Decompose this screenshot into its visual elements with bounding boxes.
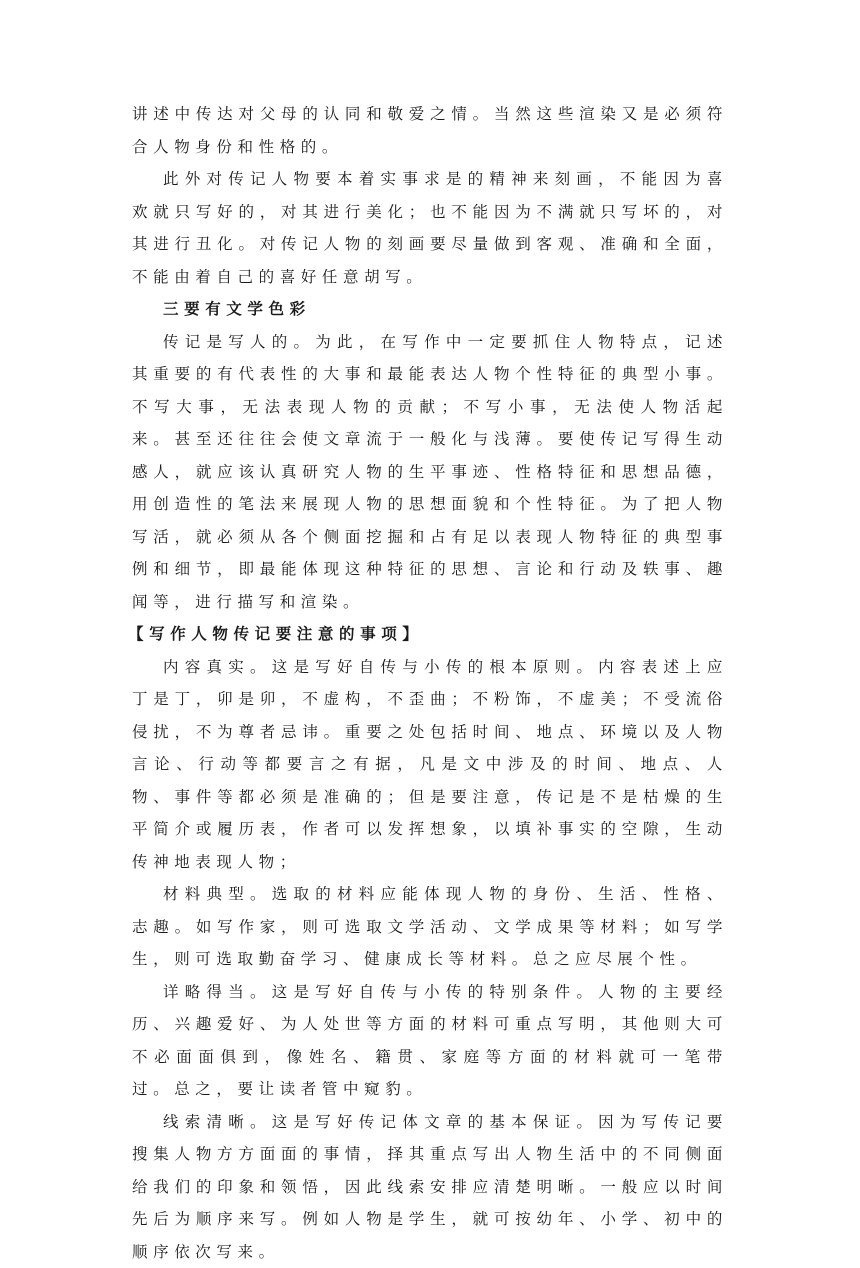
paragraph-typical-material: 材料典型。选取的材料应能体现人物的身份、生活、性格、志趣。如写作家，则可选取文学活动、文学成果等材料；如写学生，则可选取勤奋学习、健康成长等材料。总之应尽展个性。 <box>132 878 728 976</box>
paragraph-objectivity: 此外对传记人物要本着实事求是的精神来刻画，不能因为喜欢就只写好的，对其进行美化；也不能因为不满就只写坏的，对其进行丑化。对传记人物的刻画要尽量做到客观、准确和全面，不能由着自己的喜好任意胡写。 <box>132 163 728 293</box>
paragraph-content-truth: 内容真实。这是写好自传与小传的根本原则。内容表述上应丁是丁，卯是卯，不虚构，不歪曲；不粉饰，不虚美；不受流俗侵扰，不为尊者忌讳。重要之处包括时间、地点、环境以及人物言论、行动等都要言之有据，凡是文中涉及的时间、地点、人物、事件等都必须是准确的；但是要注意，传记是不是枯燥的生平简介或履历表，作者可以发挥想象，以填补事实的空隙，生动传神地表现人物； <box>132 651 728 879</box>
document-body <box>132 98 728 1268</box>
paragraph-clear-clues: 线索清晰。这是写好传记体文章的基本保证。因为写传记要搜集人物方方面面的事情，择其重点写出人物生活中的不同侧面给我们的印象和领悟，因此线索安排应清楚明晰。一般应以时间先后为顺序来写。例如人物是学生，就可按幼年、小学、初中的顺序依次写来。 <box>132 1106 728 1268</box>
paragraph-literary-color: 传记是写人的。为此，在写作中一定要抓住人物特点，记述其重要的有代表性的大事和最能表达人物个性特征的典型小事。不写大事，无法表现人物的贡献；不写小事，无法使人物活起来。甚至还往往会使文章流于一般化与浅薄。要使传记写得生动感人，就应该认真研究人物的生平事迹、性格特征和思想品德，用创造性的笔法来展现人物的思想面貌和个性特征。为了把人物写活，就必须从各个侧面挖掘和占有足以表现人物特征的典型事例和细节，即最能体现这种特征的思想、言论和行动及轶事、趣闻等，进行描写和渲染。 <box>132 326 728 619</box>
section-heading-writing-notes: 【写作人物传记要注意的事项】 <box>128 618 728 651</box>
section-heading-literary-color: 三要有文学色彩 <box>132 293 728 326</box>
paragraph-proper-detail: 详略得当。这是写好自传与小传的特别条件。人物的主要经历、兴趣爱好、为人处世等方面的材料可重点写明，其他则大可不必面面俱到，像姓名、籍贯、家庭等方面的材料就可一笔带过。总之，要让读者管中窥豹。 <box>132 976 728 1106</box>
paragraph-continuation: 讲述中传达对父母的认同和敬爱之情。当然这些渲染又是必须符合人物身份和性格的。 <box>132 98 728 163</box>
